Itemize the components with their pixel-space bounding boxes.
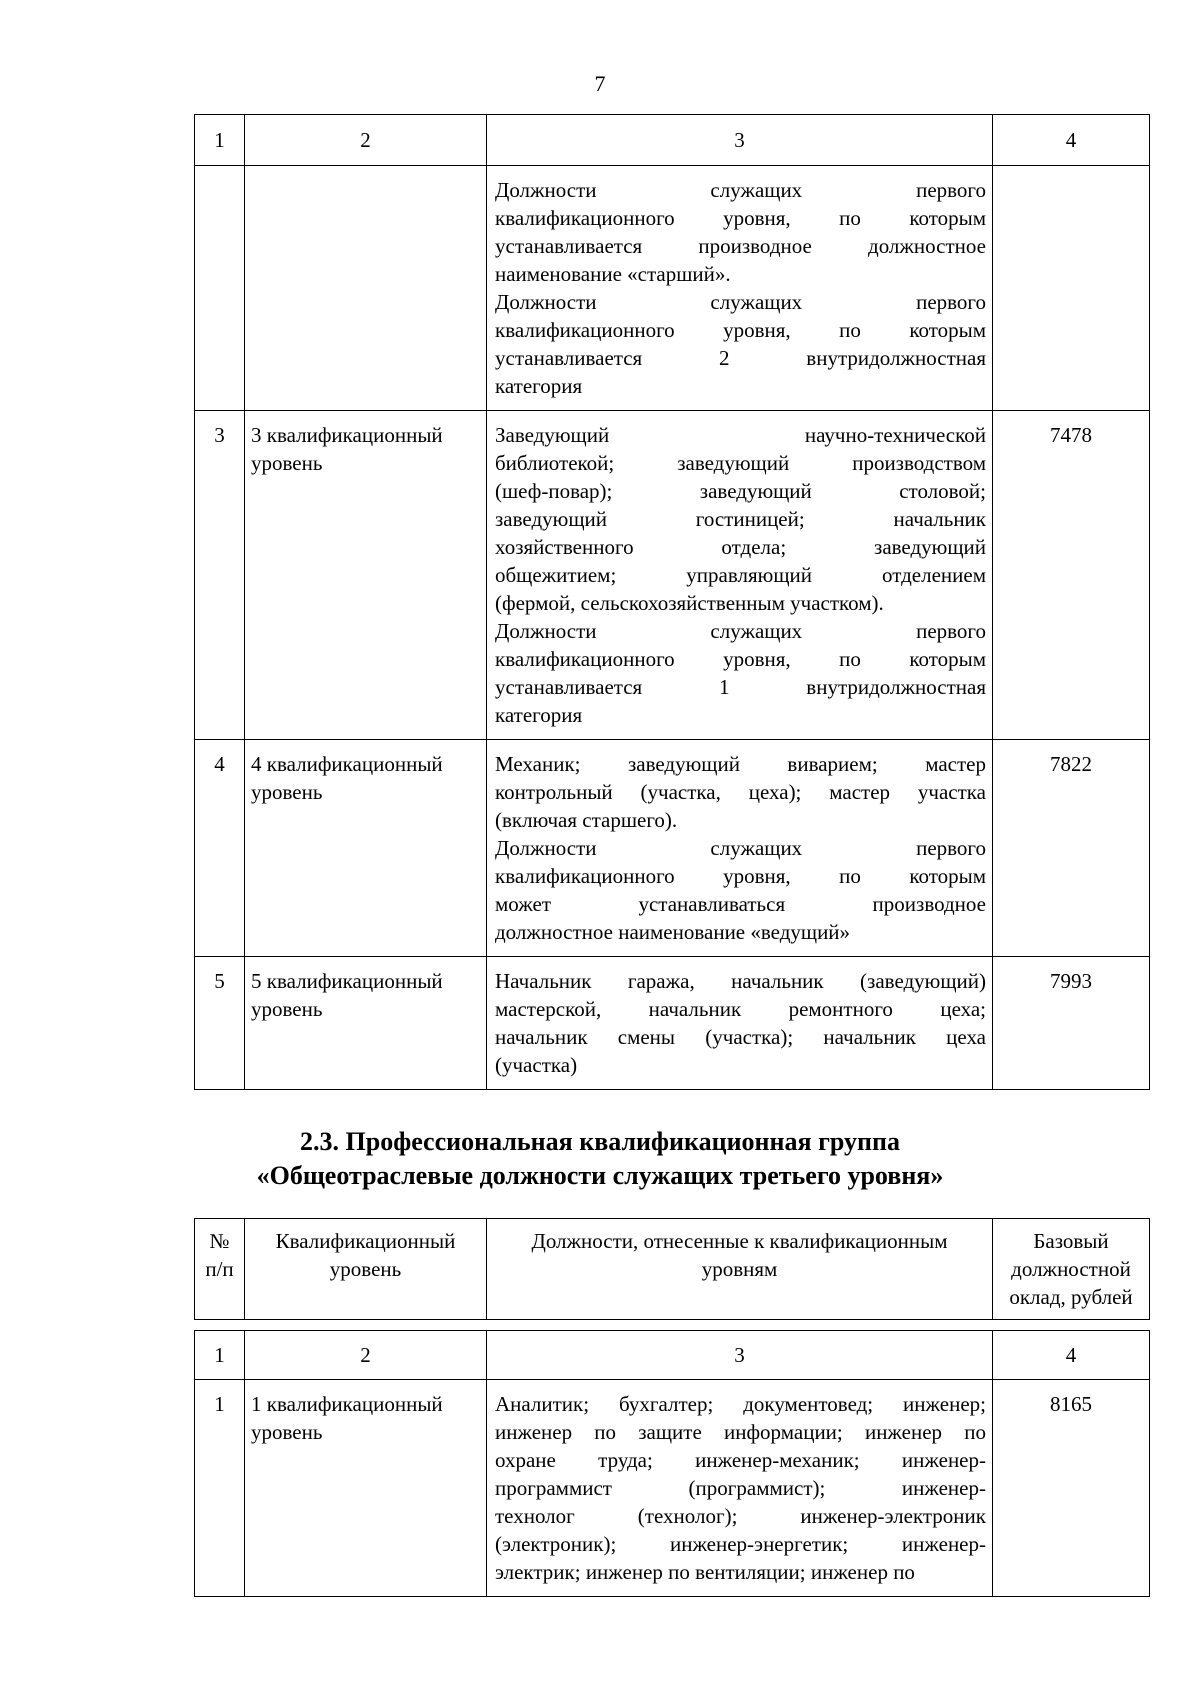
page-number: 7 — [594, 71, 606, 96]
qualification-level: 3 квалификационный уровень — [245, 411, 487, 740]
row-number: 5 — [195, 957, 245, 1090]
position-line: (электроник); инженер-энергетик; инженер- — [495, 1532, 986, 1556]
position-line: библиотекой; заведующий производством — [495, 451, 986, 475]
position-line: технолог (технолог); инженер-электроник — [495, 1504, 986, 1528]
position-line: Механик; заведующий виварием; мастер — [495, 752, 986, 776]
header-cell: 2 — [245, 1331, 487, 1380]
position-line: хозяйственного отдела; заведующий — [495, 535, 986, 559]
position-line: Аналитик; бухгалтер; документовед; инженер; — [495, 1392, 986, 1416]
positions-cell — [487, 166, 993, 411]
table-row — [195, 1380, 1150, 1597]
position-line: категория — [495, 374, 583, 398]
row-number: 4 — [195, 740, 245, 957]
table-continued — [194, 114, 1150, 1090]
position-line: квалификационного уровня, по которым — [495, 647, 986, 671]
positions-cell — [487, 957, 993, 1090]
position-line: Должности служащих первого — [495, 178, 986, 202]
position-line: должностное наименование «ведущий» — [495, 920, 851, 944]
position-line: Должности служащих первого — [495, 619, 986, 643]
position-line: может устанавливаться производное — [495, 892, 986, 916]
positions-cell — [487, 411, 993, 740]
base-salary: 8165 — [993, 1380, 1150, 1597]
position-line: устанавливается 1 внутридолжностная — [495, 675, 986, 699]
header-level: Квалификационный уровень — [245, 1219, 487, 1320]
qualification-level: 1 квалификационный уровень — [245, 1380, 487, 1597]
position-line: Должности служащих первого — [495, 836, 986, 860]
section-title-line: 2.3. Профессиональная квалификационная группа — [300, 1127, 900, 1156]
table-row — [195, 740, 1150, 957]
position-line: квалификационного уровня, по которым — [495, 318, 986, 342]
header-cell: 4 — [993, 115, 1150, 166]
position-line: наименование «старший». — [495, 262, 731, 286]
position-line: Заведующий научно-технической — [495, 423, 986, 447]
position-line: программист (программист); инженер- — [495, 1476, 986, 1500]
position-line: охране труда; инженер-механик; инженер- — [495, 1448, 986, 1472]
row-number — [195, 166, 245, 411]
salary-table — [194, 1330, 1150, 1597]
table-header-row — [195, 1219, 1150, 1320]
position-line: (включая старшего). — [495, 808, 678, 832]
header-cell: 4 — [993, 1331, 1150, 1380]
header-cell: 3 — [487, 1331, 993, 1380]
position-line: инженер по защите информации; инженер по — [495, 1420, 986, 1444]
position-line: начальник смены (участка); начальник цеха — [495, 1025, 986, 1049]
section-title — [0, 1125, 1200, 1193]
position-line: мастерской, начальник ремонтного цеха; — [495, 997, 986, 1021]
position-line: контрольный (участка, цеха); мастер участка — [495, 780, 986, 804]
base-salary — [993, 166, 1150, 411]
header-cell: 1 — [195, 115, 245, 166]
table-row — [195, 411, 1150, 740]
row-number: 3 — [195, 411, 245, 740]
position-line: общежитием; управляющий отделением — [495, 563, 986, 587]
header-cell: 3 — [487, 115, 993, 166]
column-headers-table — [194, 1218, 1150, 1320]
section-title-line: «Общеотраслевые должности служащих третьего уровня» — [256, 1161, 944, 1190]
position-line: электрик; инженер по вентиляции; инженер по — [495, 1560, 915, 1584]
position-line: устанавливается производное должностное — [495, 234, 986, 258]
position-line: Должности служащих первого — [495, 290, 986, 314]
table-row — [195, 166, 1150, 411]
qualification-level: 4 квалификационный уровень — [245, 740, 487, 957]
position-line: устанавливается 2 внутридолжностная — [495, 346, 986, 370]
row-number: 1 — [195, 1380, 245, 1597]
header-cell: 2 — [245, 115, 487, 166]
position-line: (фермой, сельскохозяйственным участком). — [495, 591, 884, 615]
qualification-level — [245, 166, 487, 411]
positions-cell — [487, 1380, 993, 1597]
table-row — [195, 957, 1150, 1090]
positions-cell — [487, 740, 993, 957]
qualification-level: 5 квалификационный уровень — [245, 957, 487, 1090]
base-salary: 7478 — [993, 411, 1150, 740]
position-line: квалификационного уровня, по которым — [495, 206, 986, 230]
position-line: квалификационного уровня, по которым — [495, 864, 986, 888]
base-salary: 7993 — [993, 957, 1150, 1090]
position-line: (участка) — [495, 1053, 578, 1077]
table-header-row — [195, 1331, 1150, 1380]
header-cell: 1 — [195, 1331, 245, 1380]
position-line: Начальник гаража, начальник (заведующий) — [495, 969, 986, 993]
position-line: (шеф-повар); заведующий столовой; — [495, 479, 986, 503]
base-salary: 7822 — [993, 740, 1150, 957]
position-line: категория — [495, 703, 583, 727]
table-header-row — [195, 115, 1150, 166]
position-line: заведующий гостиницей; начальник — [495, 507, 986, 531]
header-positions: Должности, отнесенные к квалификационным уровням — [487, 1219, 993, 1320]
header-salary: Базовый должностной оклад, рублей — [993, 1219, 1150, 1320]
header-number: № п/п — [195, 1219, 245, 1320]
